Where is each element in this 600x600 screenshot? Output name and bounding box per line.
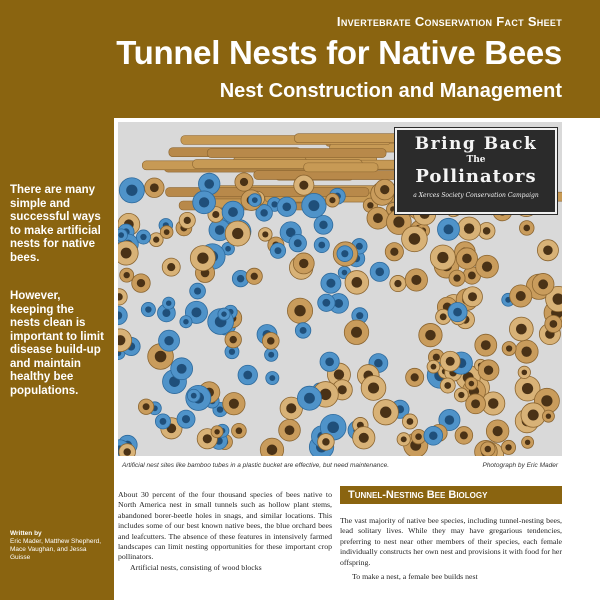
authors-label: Written by [10, 530, 42, 537]
body-paragraph: To make a nest, a female bee builds nest [352, 572, 478, 582]
section-heading: Tunnel-Nesting Bee Biology [348, 489, 488, 501]
page-subtitle: Nest Construction and Management [219, 80, 562, 102]
logo-line-3: Pollinators [415, 166, 537, 187]
logo-line-2: The [466, 155, 486, 165]
sidebar-callout-2: However, keeping the nests clean is important to limit disease build-up and maintain healthy bee populations. [10, 290, 104, 397]
body-paragraph: The vast majority of native bee species, including tunnel-nesting bees, lead solitary lives. While they may have gregarious tendencies, preferring to nest near other members of their species, each female individually constructs her own nest and provisions it with food for her offspring. [340, 516, 562, 567]
series-label: Invertebrate Conservation Fact Sheet [336, 14, 562, 29]
body-paragraph: About 30 percent of the four thousand species of bees native to North America nest in small tunnels such as hollow plant stems, abandoned borer-beetle holes in snags, and similar locations. This includes some of our best known native bees, the blue orchard bees and leafcutters. The absence of these features in intensively farmed landscapes can limit nesting opportunities for these important crop pollinators. [118, 490, 332, 562]
sidebar-callout-1: There are many simple and successful ways to make artificial nests for native bees. [10, 184, 101, 264]
photo-caption-bar [118, 460, 562, 472]
body-column-1 [118, 490, 332, 573]
logo-tagline: a Xerces Society Conservation Campaign [413, 192, 539, 199]
page-title: Tunnel Nests for Native Bees [116, 34, 562, 71]
logo-line-1: Bring Back [414, 134, 538, 154]
campaign-logo [395, 128, 557, 214]
body-column-2 [340, 516, 562, 582]
authors-credit [10, 530, 106, 562]
header-banner [0, 0, 600, 118]
authors-names: Eric Mader, Matthew Shepherd, Mace Vaughan, and Jessa Guisse [10, 538, 102, 561]
photo-credit: Photograph by Eric Mader [482, 462, 558, 469]
photo-caption: Artificial nest sites like bamboo tubes in a plastic bucket are effective, but need maintenance. [122, 462, 390, 469]
sidebar [0, 118, 114, 600]
section-heading-bar [340, 486, 562, 504]
body-paragraph: Artificial nests, consisting of wood blocks [130, 562, 262, 572]
